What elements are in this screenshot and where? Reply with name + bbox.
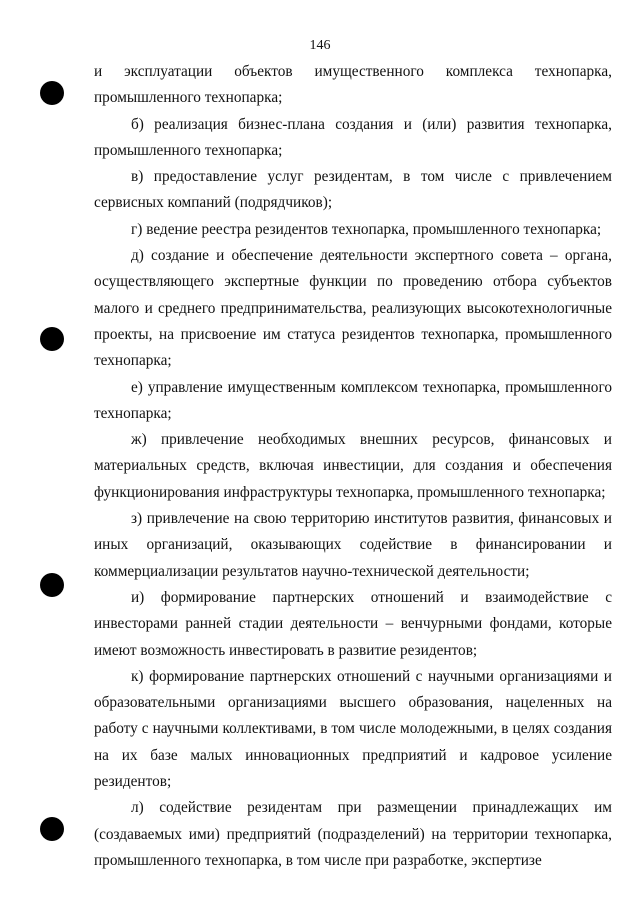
paragraph-item-d: д) создание и обеспечение деятельности экспертного совета – органа, осуществляющего экспертные функции по проведению отбора субъектов малого и среднего предпринимательства, реализующих высокотехнологичные проекты, на присвоение им статуса резидентов технопарка, промышленного технопарка; xyxy=(94,247,612,370)
punch-hole-marker xyxy=(40,81,64,105)
paragraph-item-l: л) содействие резидентам при размещении принадлежащих им (создаваемых ими) предприятий (подразделений) на территории технопарка, промышленного технопарка, в том числе при разработке, экспертизе xyxy=(94,799,612,869)
document-body xyxy=(94,59,612,874)
paragraph-item-v: в) предоставление услуг резидентам, в том числе с привлечением сервисных компаний (подрядчиков); xyxy=(94,168,612,212)
page-number: 146 xyxy=(309,38,331,53)
paragraph-item-b: б) реализация бизнес-плана создания и (или) развития технопарка, промышленного технопарка; xyxy=(94,115,612,159)
paragraph-item-e: е) управление имущественным комплексом технопарка, промышленного технопарка; xyxy=(94,378,612,422)
paragraph-item-k: к) формирование партнерских отношений с научными организациями и образовательными организациями высшего образования, нацеленных на работу с научными коллективами, в том числе молодежными, в целях создания на их базе малых инновационных предприятий и кадровое усиление резидентов; xyxy=(94,667,612,791)
punch-hole-marker xyxy=(40,573,64,597)
paragraph-item-z: з) привлечение на свою территорию институтов развития, финансовых и иных организаций, оказывающих содействие в финансировании и коммерциализации результатов научно-технической деятельности; xyxy=(94,510,612,580)
paragraph-item-i: и) формирование партнерских отношений и взаимодействие с инвесторами ранней стадии деятельности – венчурными фондами, которые имеют возможность инвестировать в развитие резидентов; xyxy=(94,588,612,659)
paragraph-item-zh: ж) привлечение необходимых внешних ресурсов, финансовых и материальных средств, включая инвестиции, для создания и обеспечения функционирования инфраструктуры технопарка, промышленного технопарка; xyxy=(94,431,612,501)
punch-hole-marker xyxy=(40,817,64,841)
punch-hole-marker xyxy=(40,327,64,351)
paragraph-item-g: г) ведение реестра резидентов технопарка, промышленного технопарка; xyxy=(131,220,602,238)
paragraph-continuation: и эксплуатации объектов имущественного комплекса технопарка, промышленного технопарка; xyxy=(94,63,612,107)
